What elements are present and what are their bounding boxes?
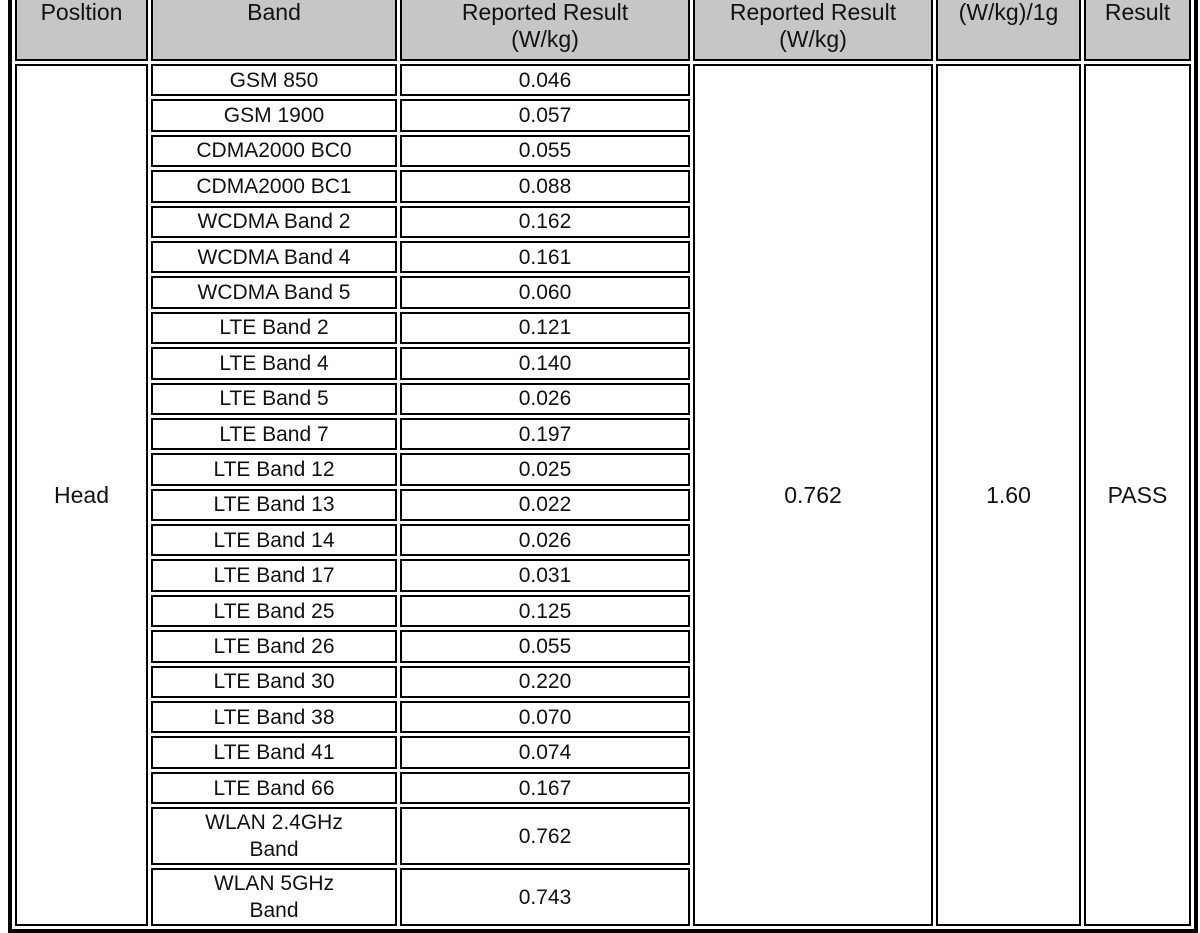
header-cell-result: Result xyxy=(1084,0,1191,61)
reported-value-cell: 0.220 xyxy=(400,666,690,698)
band-cell: GSM 1900 xyxy=(151,99,397,131)
reported-value-cell: 0.140 xyxy=(400,347,690,379)
table-header xyxy=(15,0,1191,61)
band-cell: GSM 850 xyxy=(151,64,397,96)
band-cell: LTE Band 26 xyxy=(151,630,397,662)
band-cell: LTE Band 12 xyxy=(151,453,397,485)
band-cell: LTE Band 2 xyxy=(151,312,397,344)
reported-value-cell: 0.057 xyxy=(400,99,690,131)
band-cell: WCDMA Band 4 xyxy=(151,241,397,273)
header-cell-reported-result: Reported Result (W/kg) xyxy=(400,0,690,61)
header-cell-limit: (W/kg)/1g xyxy=(936,0,1081,61)
band-cell: LTE Band 13 xyxy=(151,489,397,521)
reported-value-cell: 0.031 xyxy=(400,559,690,591)
band-cell: WCDMA Band 5 xyxy=(151,276,397,308)
band-cell: WCDMA Band 2 xyxy=(151,206,397,238)
header-cell-band: Band xyxy=(151,0,397,61)
reported-value-cell: 0.026 xyxy=(400,524,690,556)
table-row xyxy=(15,64,1191,96)
reported-value-cell: 0.088 xyxy=(400,170,690,202)
band-cell: LTE Band 25 xyxy=(151,595,397,627)
reported-value-cell: 0.022 xyxy=(400,489,690,521)
overall-reported-cell: 0.762 xyxy=(693,64,933,926)
band-cell: LTE Band 7 xyxy=(151,418,397,450)
reported-value-cell: 0.025 xyxy=(400,453,690,485)
reported-value-cell: 0.026 xyxy=(400,383,690,415)
reported-value-cell: 0.162 xyxy=(400,206,690,238)
reported-value-cell: 0.070 xyxy=(400,701,690,733)
header-row xyxy=(15,0,1191,61)
table-body xyxy=(15,64,1191,926)
band-cell: LTE Band 38 xyxy=(151,701,397,733)
band-cell: LTE Band 4 xyxy=(151,347,397,379)
band-cell: LTE Band 14 xyxy=(151,524,397,556)
header-cell-reported-result-overall: Reported Result (W/kg) xyxy=(693,0,933,61)
reported-value-cell: 0.055 xyxy=(400,630,690,662)
reported-value-cell: 0.121 xyxy=(400,312,690,344)
reported-value-cell: 0.762 xyxy=(400,807,690,865)
position-cell: Head xyxy=(15,64,148,926)
reported-value-cell: 0.074 xyxy=(400,736,690,768)
band-cell: LTE Band 30 xyxy=(151,666,397,698)
sar-results-table xyxy=(8,0,1198,933)
reported-value-cell: 0.167 xyxy=(400,772,690,804)
reported-value-cell: 0.055 xyxy=(400,135,690,167)
band-cell: CDMA2000 BC0 xyxy=(151,135,397,167)
header-cell-position: Posltion xyxy=(15,0,148,61)
reported-value-cell: 0.125 xyxy=(400,595,690,627)
band-cell: LTE Band 5 xyxy=(151,383,397,415)
reported-value-cell: 0.060 xyxy=(400,276,690,308)
pass-result-cell: PASS xyxy=(1084,64,1191,926)
reported-value-cell: 0.161 xyxy=(400,241,690,273)
band-cell: WLAN 5GHz Band xyxy=(151,868,397,926)
band-cell: LTE Band 66 xyxy=(151,772,397,804)
band-cell: LTE Band 17 xyxy=(151,559,397,591)
band-cell: CDMA2000 BC1 xyxy=(151,170,397,202)
band-cell: WLAN 2.4GHz Band xyxy=(151,807,397,865)
sar-limit-cell: 1.60 xyxy=(936,64,1081,926)
reported-value-cell: 0.046 xyxy=(400,64,690,96)
band-cell: LTE Band 41 xyxy=(151,736,397,768)
reported-value-cell: 0.743 xyxy=(400,868,690,926)
reported-value-cell: 0.197 xyxy=(400,418,690,450)
